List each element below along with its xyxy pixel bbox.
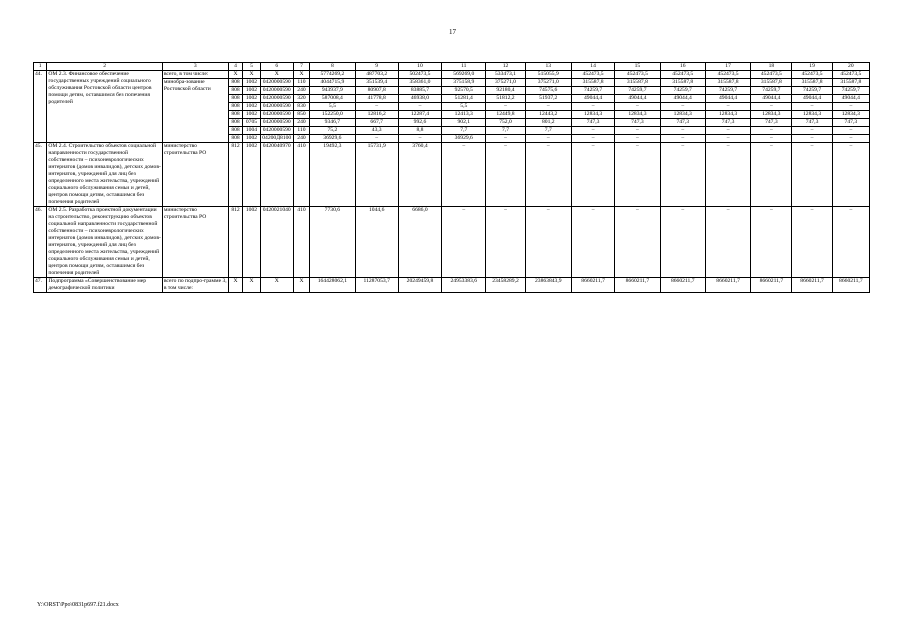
table-cell: 9346,7 [310, 119, 355, 127]
table-cell: 747,3 [615, 119, 660, 127]
table-cell: 808 [228, 87, 242, 95]
table-cell: – [525, 207, 571, 278]
table-cell: 0420040970 [260, 143, 293, 207]
table-cell: 49044,4 [615, 95, 660, 103]
table-cell: – [751, 143, 792, 207]
table-cell: 12834,3 [751, 111, 792, 119]
table-cell: – [486, 135, 525, 143]
file-path: Y:\ORST\Ppo\0831p697.f21.docx [37, 602, 119, 608]
table-cell: 12834,3 [705, 111, 750, 119]
table-cell: 12834,3 [660, 111, 705, 119]
table-cell: – [751, 207, 792, 278]
table-cell: 49044,4 [792, 95, 832, 103]
table-cell: 375158,9 [442, 79, 486, 87]
table-cell: 1002 [243, 95, 261, 103]
table-cell: 04200Д8100 [262, 135, 292, 141]
table-cell: Подпрограмма «Совершенствование мер демографической политики [47, 278, 162, 293]
table-cell: 452473,5 [571, 71, 614, 79]
table-cell: 43,3 [355, 127, 398, 135]
page-number: 17 [449, 28, 456, 36]
table-cell: 18 [751, 63, 792, 71]
table-cell: 12413,3 [442, 111, 486, 119]
table-cell: 92180,4 [486, 87, 525, 95]
table-cell: 315587,8 [832, 79, 869, 87]
table-cell: всего, в том числе: [162, 71, 228, 79]
table-cell: 24953383,6 [442, 278, 486, 293]
table-cell: министерство строительства РО [162, 143, 228, 207]
table-cell: минобра-зование Ростовской области [162, 79, 228, 143]
table-cell: 0420000590 [260, 79, 293, 87]
table-cell: – [525, 143, 571, 207]
table-cell: X [260, 71, 293, 79]
table-cell: 452473,5 [751, 71, 792, 79]
table-cell: 11287053,7 [355, 278, 398, 293]
table-cell: – [571, 103, 614, 111]
header-row [34, 63, 870, 71]
table-cell: 20249459,8 [398, 278, 441, 293]
table-cell: 51937,2 [525, 95, 571, 103]
table-cell: 8660211,7 [705, 278, 750, 293]
table-cell: 8660211,7 [660, 278, 705, 293]
table-cell: 8660211,7 [832, 278, 869, 293]
table-cell: 83885,7 [398, 87, 441, 95]
table-cell: 5,5 [442, 103, 486, 111]
table-cell: 7 [293, 63, 309, 71]
table-cell: 1002 [243, 87, 261, 95]
table-cell: 808 [228, 119, 242, 127]
table-cell: 1044,6 [355, 207, 398, 278]
table-cell: 812 [228, 207, 242, 278]
table-cell: X [228, 278, 242, 293]
table-cell: 808 [228, 79, 242, 87]
table-cell: 110 [293, 79, 309, 87]
table-cell: 1002 [243, 103, 261, 111]
table-cell: 8,8 [398, 127, 441, 135]
table-cell: – [660, 103, 705, 111]
table-cell: – [705, 127, 750, 135]
table-cell: – [705, 135, 750, 143]
table-cell: 240 [293, 119, 309, 127]
table-cell: – [751, 127, 792, 135]
table-cell: 240 [293, 87, 309, 95]
table-cell: 74259,7 [660, 87, 705, 95]
table-cell: 49044,4 [832, 95, 869, 103]
table-cell: 0420000590 [260, 119, 293, 127]
table-cell: 812 [228, 143, 242, 207]
table-cell: 0705 [243, 119, 261, 127]
table-cell: X [228, 71, 242, 79]
table-cell: 0420021040 [260, 207, 293, 278]
table-cell: – [571, 135, 614, 143]
table-cell: – [832, 127, 869, 135]
table-cell: 315587,8 [705, 79, 750, 87]
table-cell: 74259,7 [571, 87, 614, 95]
table-cell: 6686,0 [398, 207, 441, 278]
table-cell: 533473,1 [486, 71, 525, 79]
table-cell: 41778,8 [355, 95, 398, 103]
table-cell: – [705, 143, 750, 207]
table-cell: 502473,5 [398, 71, 441, 79]
table-cell: 4 [228, 63, 242, 71]
table-cell: 8660211,7 [615, 278, 660, 293]
table-cell: – [751, 135, 792, 143]
table-row [34, 143, 870, 207]
table-cell: 315587,8 [615, 79, 660, 87]
table-cell: 452473,5 [792, 71, 832, 79]
table-cell: 12287,4 [398, 111, 441, 119]
table-cell: – [615, 143, 660, 207]
table-cell: – [751, 103, 792, 111]
table-row [34, 278, 870, 293]
table-cell: 5 [243, 63, 261, 71]
table-cell: – [571, 207, 614, 278]
table-cell: – [398, 135, 441, 143]
table-cell: – [660, 135, 705, 143]
table-cell: 452473,5 [660, 71, 705, 79]
table-cell: 14 [571, 63, 614, 71]
table-cell: 36929,6 [310, 135, 355, 143]
table-cell: 19 [792, 63, 832, 71]
table-cell: 315587,8 [660, 79, 705, 87]
table-cell: 747,3 [660, 119, 705, 127]
table-cell: 6 [260, 63, 293, 71]
table-cell: 16 [660, 63, 705, 71]
table-cell: 747,3 [751, 119, 792, 127]
table-cell: ОМ 2.5. Разработка проектной документации на строительство, реконструкцию объектов социальной направленности государственной собственности – психоневрологических интернатов (домов инвалидов), детских домов-интернатов, учреждений для лиц без определенного места жительства, учреждений социального обслуживания семьи и детей, центров помощи детям, оставшимся без попечения родителей [48, 207, 161, 276]
table-cell: 17 [705, 63, 750, 71]
table-cell: X [243, 278, 261, 293]
table-cell: 410 [293, 207, 309, 278]
table-cell: 12443,2 [525, 111, 571, 119]
table-cell: 13 [525, 63, 571, 71]
table-cell: – [615, 207, 660, 278]
table-cell: – [571, 143, 614, 207]
table-cell: ОМ 2.4. Строительство объектов социальной направленности государственной собственности – психоневрологических интернатов (домов инвалидов), детских домов-интернатов, учреждений для лиц без определенного места жительства, учреждений социального обслуживания семьи и детей, центров помощи детям, оставшимся без попечения родителей [48, 143, 161, 205]
table-cell: – [792, 127, 832, 135]
table-cell: 74259,7 [792, 87, 832, 95]
table-cell: 320 [293, 95, 309, 103]
budget-table [33, 62, 870, 293]
table-cell: 3 [162, 63, 228, 71]
table-cell: X [260, 278, 293, 293]
table-cell: 12 [486, 63, 525, 71]
table-cell: – [442, 143, 486, 207]
table-cell: 410 [293, 143, 309, 207]
table-cell: 487703,2 [355, 71, 398, 79]
table-cell: – [705, 207, 750, 278]
table-cell: 747,3 [792, 119, 832, 127]
table-cell: 515055,9 [525, 71, 571, 79]
table-cell: 8660211,7 [571, 278, 614, 293]
table-cell: 12834,3 [792, 111, 832, 119]
table-cell: 1002 [243, 143, 261, 207]
table-cell: 0420000590 [260, 95, 293, 103]
table-cell: 850 [293, 111, 309, 119]
table-cell: 902,1 [442, 119, 486, 127]
table-cell: 12834,3 [615, 111, 660, 119]
table-cell: – [486, 207, 525, 278]
table-cell: 315587,8 [792, 79, 832, 87]
table-row [34, 71, 870, 79]
table-cell: 23458289,2 [486, 278, 525, 293]
table-cell: 0420000590 [260, 87, 293, 95]
table-cell: 1002 [243, 207, 261, 278]
table-cell: – [792, 103, 832, 111]
table-cell: 0420000590 [260, 127, 293, 135]
table-cell: 8660211,7 [751, 278, 792, 293]
table-cell: 75,2 [310, 127, 355, 135]
table-cell: 808 [228, 103, 242, 111]
table-cell: – [486, 143, 525, 207]
table-cell: 2 [47, 63, 162, 71]
table-cell: 80907,8 [355, 87, 398, 95]
table-cell: 8660211,7 [792, 278, 832, 293]
table-cell: 49044,4 [660, 95, 705, 103]
table-cell: 5774269,2 [310, 71, 355, 79]
table-cell: – [792, 143, 832, 207]
table-cell: всего по подпро-грамме 3, в том числе: [163, 278, 227, 291]
table-cell: 44. [34, 71, 47, 143]
table-cell: – [442, 207, 486, 278]
table-cell: 808 [228, 95, 242, 103]
table-cell: X [293, 71, 309, 79]
table-cell: 351539,4 [355, 79, 398, 87]
table-cell: – [615, 127, 660, 135]
table-cell: – [525, 135, 571, 143]
table-cell: 51812,2 [486, 95, 525, 103]
table-cell: – [792, 207, 832, 278]
table-cell: 20 [832, 63, 869, 71]
table-cell: 747,3 [705, 119, 750, 127]
table-cell: 4044715,9 [310, 79, 355, 87]
table-cell: 15731,9 [355, 143, 398, 207]
table-cell: 74259,7 [705, 87, 750, 95]
table-cell: – [355, 135, 398, 143]
table-cell: 992,6 [398, 119, 441, 127]
table-cell: 7,7 [486, 127, 525, 135]
table-row [34, 207, 870, 278]
table-cell: 74575,6 [525, 87, 571, 95]
table-cell: 240 [293, 135, 309, 143]
table-cell: 747,3 [832, 119, 869, 127]
table-cell: 51281,4 [442, 95, 486, 103]
table-cell: 7,7 [442, 127, 486, 135]
table-cell: X [243, 71, 261, 79]
table-cell: 1004 [243, 127, 261, 135]
table-cell: 164428062,1 [310, 278, 355, 293]
table-cell: 747,3 [571, 119, 614, 127]
table-cell: 7,7 [525, 127, 571, 135]
table-cell: 19492,3 [310, 143, 355, 207]
table-cell: ОМ 2.3. Финансовое обеспечение государственных учреждений социального обслуживания Ростовской области центров помощи детям, оставшимся без попечения родителей [47, 71, 162, 143]
table-cell: 74259,7 [615, 87, 660, 95]
table-cell: 1002 [243, 135, 261, 143]
table-cell: – [832, 207, 869, 278]
table-cell: 3760,4 [398, 143, 441, 207]
table-cell: 375271,0 [486, 79, 525, 87]
table-cell: 801,2 [525, 119, 571, 127]
table-cell: 11 [442, 63, 486, 71]
table-cell: 110 [293, 127, 309, 135]
table-cell: 1 [34, 63, 47, 71]
table-cell: 12449,8 [486, 111, 525, 119]
table-cell: 49044,4 [751, 95, 792, 103]
table-cell: 1002 [243, 79, 261, 87]
table-cell: – [571, 127, 614, 135]
table-cell: – [398, 103, 441, 111]
table-cell: 49044,4 [571, 95, 614, 103]
table-cell: – [486, 103, 525, 111]
table-cell: 12816,2 [355, 111, 398, 119]
table-cell: 152250,0 [310, 111, 355, 119]
table-cell: 74259,7 [751, 87, 792, 95]
table-cell: 36929,6 [442, 135, 486, 143]
table-cell: 358361,0 [398, 79, 441, 87]
table-cell: 10 [398, 63, 441, 71]
table-cell: 74259,7 [832, 87, 869, 95]
table-cell: 569269,0 [442, 71, 486, 79]
table-cell: 808 [228, 135, 242, 143]
table-cell: – [792, 135, 832, 143]
table-cell: – [832, 135, 869, 143]
table-cell: – [705, 103, 750, 111]
table-cell: 8 [310, 63, 355, 71]
table-cell: 9 [355, 63, 398, 71]
table-cell: – [355, 103, 398, 111]
table-cell: 46. [34, 207, 47, 278]
table-cell: 0420000590 [260, 111, 293, 119]
table-cell: 7730,6 [310, 207, 355, 278]
table-cell: 12834,3 [571, 111, 614, 119]
table-cell: 943937,9 [310, 87, 355, 95]
table-cell: 23863843,9 [525, 278, 571, 293]
table-cell: 12834,3 [832, 111, 869, 119]
table-cell: 15 [615, 63, 660, 71]
table-cell: – [615, 103, 660, 111]
table-cell: – [832, 143, 869, 207]
table-cell: 830 [293, 103, 309, 111]
table-cell: 49044,4 [705, 95, 750, 103]
table-cell: 452473,5 [832, 71, 869, 79]
table-cell: 315587,8 [571, 79, 614, 87]
table-cell: 452473,5 [705, 71, 750, 79]
table-cell: – [660, 207, 705, 278]
table-cell: – [615, 135, 660, 143]
table-cell: 47. [34, 278, 47, 293]
table-cell: – [525, 103, 571, 111]
table-cell: 46938,0 [398, 95, 441, 103]
table-cell: 1002 [243, 111, 261, 119]
table-cell: 5,5 [310, 103, 355, 111]
table-cell: 587008,4 [310, 95, 355, 103]
table-cell: X [293, 278, 309, 293]
table-cell: 667,7 [355, 119, 398, 127]
table-cell: 808 [228, 127, 242, 135]
table-cell: – [832, 103, 869, 111]
table-cell: 92570,5 [442, 87, 486, 95]
table-cell: министерство строительства РО [162, 207, 228, 278]
table-cell: 45. [34, 143, 47, 207]
table-cell: 315587,8 [751, 79, 792, 87]
table-cell: – [660, 127, 705, 135]
table-cell: – [660, 143, 705, 207]
table-cell: 375271,0 [525, 79, 571, 87]
table-cell: 808 [228, 111, 242, 119]
table-cell: 452473,5 [615, 71, 660, 79]
table-cell: 752,0 [486, 119, 525, 127]
table-cell: 0420000590 [260, 103, 293, 111]
